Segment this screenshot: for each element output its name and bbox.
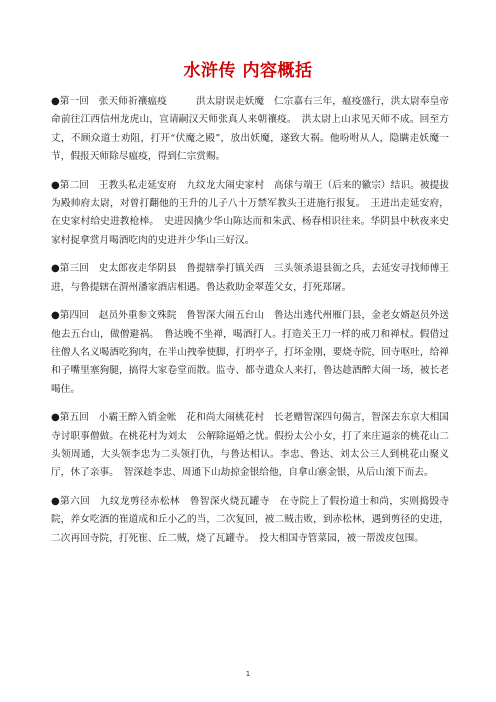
paragraph-chapter-3 (51, 260, 449, 297)
bullet-icon: ● (51, 310, 60, 322)
paragraph-chapter-2 (51, 177, 449, 250)
paragraph-text: 第一回 张天师祈禳瘟疫 洪太尉误走妖魔 仁宗嘉右三年，瘟疫盛行，洪太尉奉皇帝命前往江西信州龙虎山，宣请嗣汉天师张真人来朝禳疫。 洪太尉上山求见天师不成。回至方丈，不顾众道士劝阻，打开“伏魔之殿”，放出妖魔，遂致大祸。他吩咐从人，隐瞒走妖魔一节，假报天师除尽瘟疫，得到仁宗赏赐。 (51, 96, 449, 162)
paragraph-chapter-5 (51, 409, 449, 482)
paragraph-text: 第四回 赵员外重参文殊院 鲁智深大闹五台山 鲁达出逃代州雁门县，金老女婿赵员外送他去五台山，做僧避祸。 鲁达晚不坐禅，喝酒打人。打造关王刀一样的戒刀和禅杖。假借过往僧人名义喝酒吃狗肉，在半山拽拳使脚，打坍亭子，打坏金刚，要烧寺院，回寺呕吐，给禅和子嘴里塞狗腿，搞得大家卷堂而散。监寺、都寺遣众人来打，鲁达趁酒醉大闹一场，被长老喝住。 (51, 310, 449, 395)
paragraph-text: 第五回 小霸王醉入销金帐 花和尚大闹桃花村 长老赠智深四句偈言，智深去东京大相国寺讨职事僧做。在桃花村为刘太 公解除逼婚之忧。假扮太公小女，打了来庄逼亲的桃花山二头领周通，大头领李忠为二头领打仇，与鲁达相认。李忠、鲁达、刘太公三人到桃花山聚义厅，休了亲事。 智深趁李忠、周通下山劫掠金银给他，自拿山寨金银，从后山滚下而去。 (51, 412, 449, 479)
bullet-icon: ● (51, 179, 60, 191)
page-title: 水浒传 内容概括 (183, 61, 313, 81)
paragraph-text: 第三回 史太郎夜走华阴县 鲁提辖拳打镇关西 三头领杀退县衙之兵，去延安寻找师傅王进，与鲁提辖在渭州潘家酒店相遇。鲁达救助金翠莲父女，打死郑屠。 (51, 263, 449, 293)
page-number: 1 (245, 670, 251, 678)
paragraph-chapter-4 (51, 307, 449, 398)
bullet-icon: ● (51, 263, 60, 275)
bullet-icon: ● (51, 496, 61, 508)
paragraph-chapter-1 (51, 93, 449, 166)
paragraph-text: 第六回 九纹龙剪径赤松林 鲁智深火烧瓦罐寺 在寺院上了假扮道士和尚，实则捣毁寺院，养女吃酒的崔道成和丘小乙的当，二次复回，被二贼击败，到赤松林，遇到剪径的史进，二次再回寺院，打死崔、丘二贼，烧了瓦罐寺。 投大相国寺管菜园，被一帮泼皮包围。 (51, 496, 450, 544)
paragraph-text: 第二回 王教头私走延安府 九纹龙大闹史家村 高俅与端王（后来的徽宗）结识。被提拔为殿帅府太尉，对曾打翻他的王升的儿子八十万禁军教头王进施行报复。 王进出走延安府，在史家村给史进教枪棒。 史进因擒少华山陈达而和朱武、杨春相识往来。华阴县中秋夜来史家村捉拿赏月喝酒吃肉的史进并少华山三好汉。 (51, 179, 449, 246)
bullet-icon: ● (51, 412, 60, 424)
paragraph-chapter-6 (51, 493, 449, 548)
bullet-icon: ● (51, 96, 60, 107)
document-body (51, 93, 449, 559)
